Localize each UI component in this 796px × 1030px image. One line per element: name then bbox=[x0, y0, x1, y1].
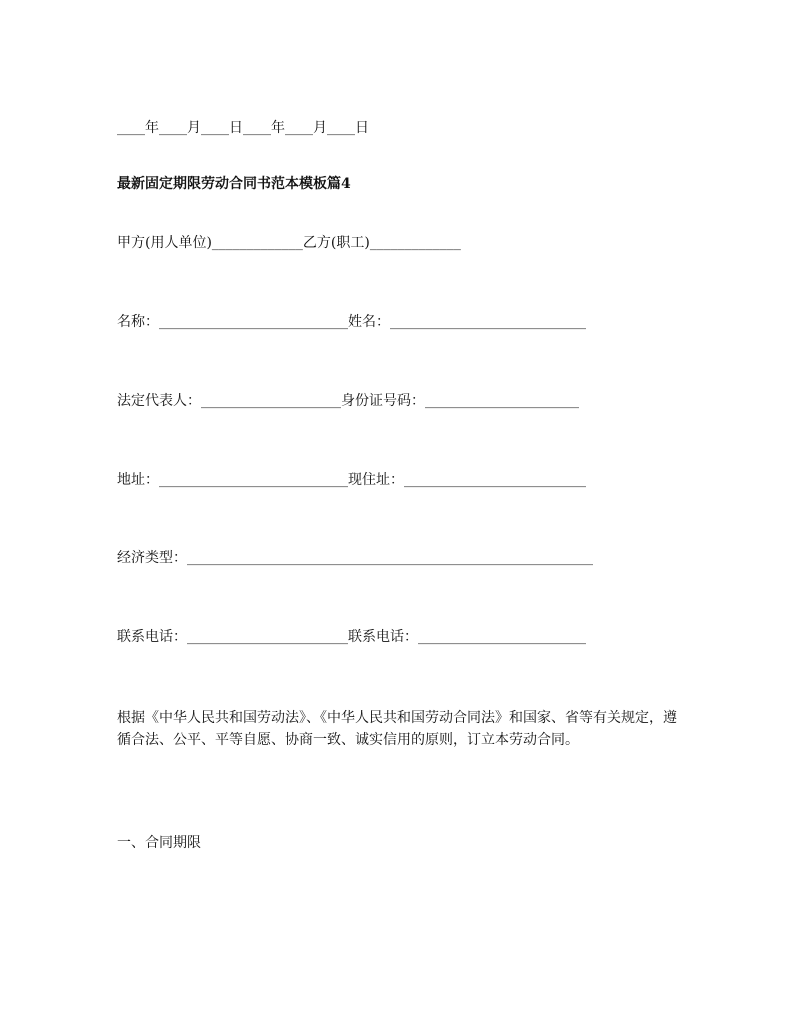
name-line: 名称：___________________________姓名：____________________________ bbox=[117, 314, 586, 330]
legal-representative-line: 法定代表人：____________________身份证号码：______________________ bbox=[117, 393, 579, 409]
phone-line: 联系电话：_______________________联系电话：________________________ bbox=[117, 629, 586, 645]
preamble-paragraph: 根据《中华人民共和国劳动法》、《中华人民共和国劳动合同法》和国家、省等有关规定，遵循合法、公平、平等自愿、协商一致、诚实信用的原则，订立本劳动合同。 bbox=[117, 710, 677, 748]
address-line: 地址：___________________________现住址：__________________________ bbox=[117, 472, 586, 488]
parties-line: 甲方(用人单位)_____________乙方(职工)_____________ bbox=[117, 235, 461, 251]
document-title: 最新固定期限劳动合同书范本模板篇4 bbox=[117, 176, 351, 192]
date-line: ____年____月____日____年____月____日 bbox=[117, 120, 369, 136]
economic-type-line: 经济类型：__________________________________________________________ bbox=[117, 550, 593, 566]
section-1-heading: 一、合同期限 bbox=[117, 835, 201, 851]
